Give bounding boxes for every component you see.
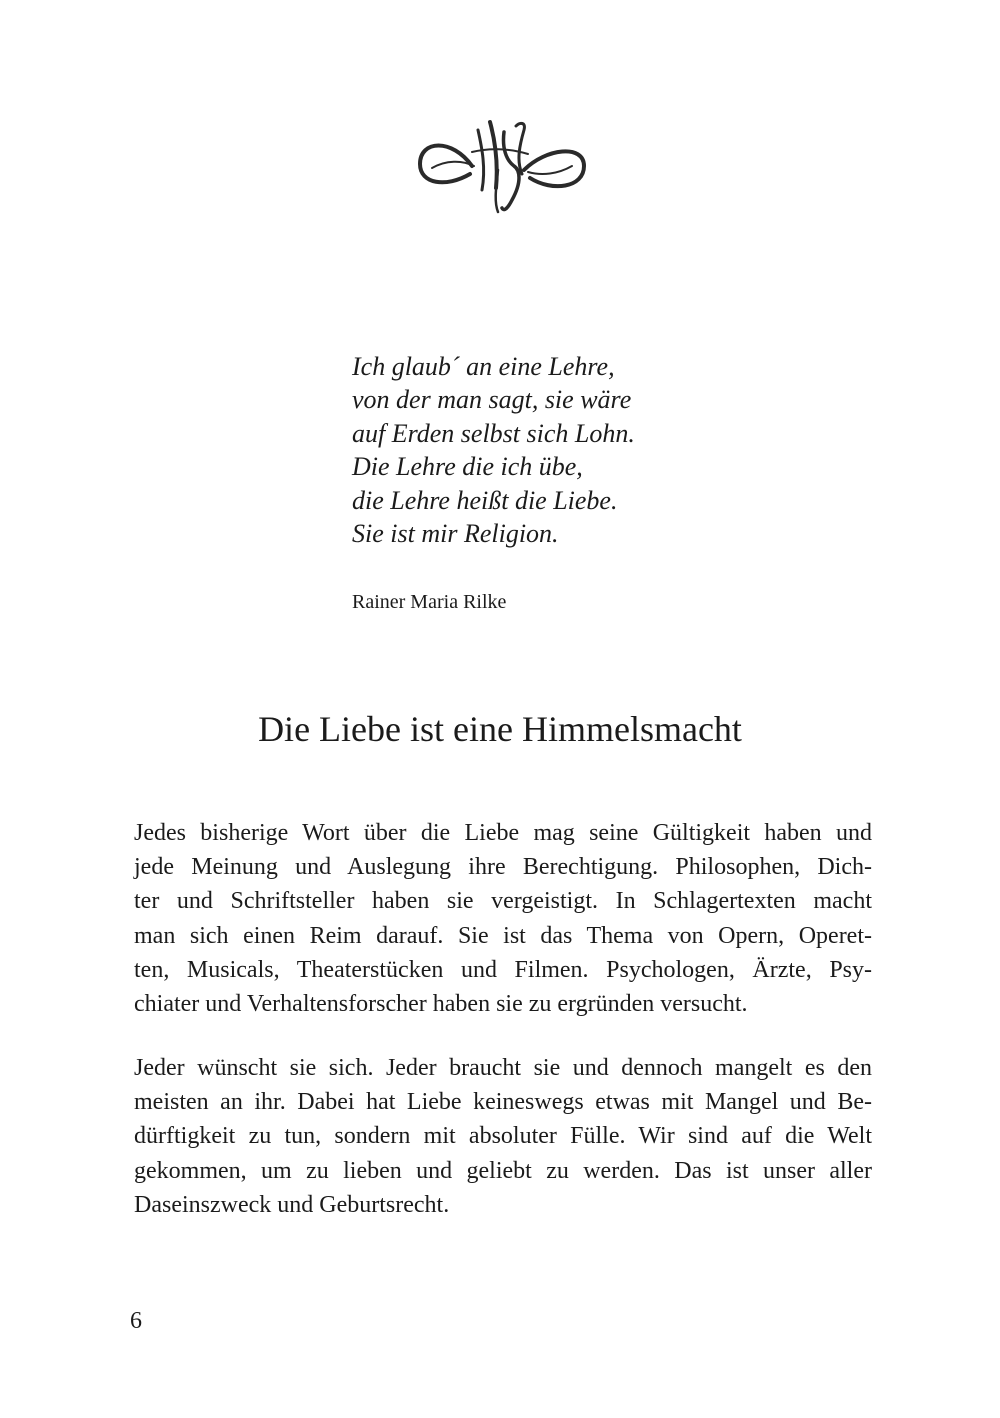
poem-line: von der man sagt, sie wäre [352, 385, 632, 415]
poem-line: auf Erden selbst sich Lohn. [352, 418, 635, 448]
paragraph-line: Daseinszweck und Geburtsrecht. [134, 1191, 450, 1218]
paragraph-line: Jedes bisherige Wort über die Liebe mag seine Gültigkeit haben und [134, 820, 872, 846]
poem-line: Ich glaub´ an eine Lehre, [352, 352, 615, 381]
poem-line: Sie ist mir Religion. [352, 519, 559, 549]
paragraph-line: ten, Musicals, Theaterstücken und Filmen. Psychologen, Ärzte, Psy- [134, 956, 872, 983]
body-paragraph [134, 816, 872, 1021]
page-number: 6 [130, 1308, 142, 1334]
paragraph-line: chiater und Verhaltensforscher haben sie zu ergründen versucht. [134, 991, 748, 1018]
paragraph-line: man sich einen Reim darauf. Sie ist das Thema von Opern, Operet- [134, 922, 872, 949]
poem-author: Rainer Maria Rilke [352, 591, 507, 613]
paragraph-line: dürftigkeit zu tun, sondern mit absoluter Fülle. Wir sind auf die Welt [134, 1123, 872, 1150]
chapter-title: Die Liebe ist eine Himmelsmacht [258, 709, 742, 749]
paragraph-line: gekommen, um zu lieben und geliebt zu werden. Das ist unser aller [134, 1157, 872, 1184]
poem-line: Die Lehre die ich übe, [352, 452, 583, 482]
body-paragraph [134, 1051, 872, 1222]
paragraph-line: meisten an ihr. Dabei hat Liebe keineswegs etwas mit Mangel und Be- [134, 1089, 872, 1116]
paragraph-line: ter und Schriftsteller haben sie vergeistigt. In Schlagertexten macht [134, 888, 872, 915]
calligraphic-monogram-icon [412, 108, 592, 218]
paragraph-line: Jeder wünscht sie sich. Jeder braucht sie und dennoch mangelt es den [134, 1055, 872, 1081]
poem [352, 350, 772, 550]
paragraph-line: jede Meinung und Auslegung ihre Berechtigung. Philosophen, Dich- [134, 854, 872, 881]
poem-line: die Lehre heißt die Liebe. [352, 485, 618, 515]
